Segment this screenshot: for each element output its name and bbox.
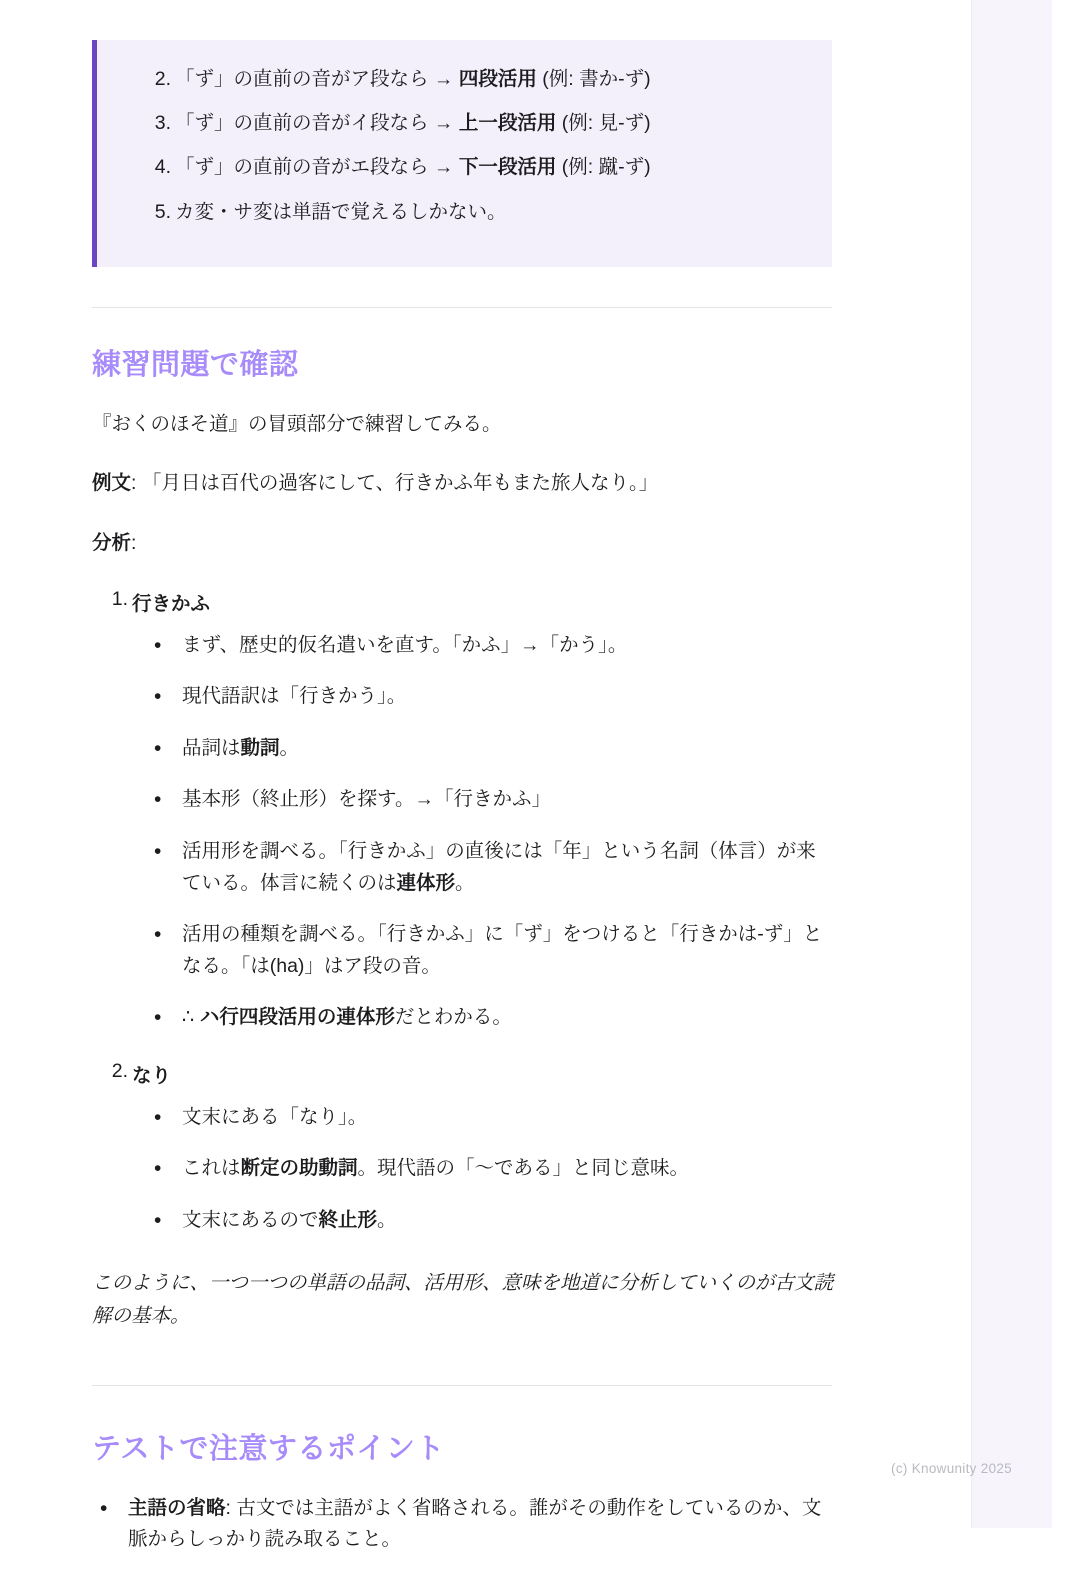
analysis-sub-list — [132, 630, 834, 1034]
rule-item — [154, 64, 806, 94]
analysis-list — [92, 588, 834, 1237]
section-divider-1 — [92, 307, 832, 308]
rule-item-number: 4. — [154, 156, 171, 179]
rule-item-number: 2. — [154, 68, 171, 90]
practice-example: 例文: 「月日は百代の過客にして、行きかふ年もまた旅人なり。」 — [92, 472, 659, 495]
test-point-item: • 主語の省略: 古文では主語がよく省略される。誰がその動作をしているのか、文脈からしっかり読み取ること。 — [100, 1493, 834, 1556]
rule-item-text: カ変・サ変は単語で覚えるしかない。 — [175, 200, 507, 223]
test-points-title: テストで注意するポイント — [92, 1432, 445, 1465]
test-points-list — [92, 1493, 834, 1556]
rules-list — [123, 64, 806, 227]
practice-section-title: 練習問題で確認 — [92, 348, 299, 381]
analysis-sub-item: • ∴ ハ行四段活用の連体形だとわかる。 — [154, 1002, 834, 1034]
analysis-sub-item: • 文末にある「なり」。 — [154, 1102, 834, 1134]
rules-callout — [92, 40, 832, 267]
practice-closing-note: このように、一つ一つの単語の品詞、活用形、意味を地道に分析していくのが古文読解の基本。 — [92, 1272, 834, 1327]
rule-item-number: 3. — [154, 112, 171, 135]
analysis-sub-item: • 基本形（終止形）を探す。→「行きかふ」 — [154, 784, 834, 816]
rule-item — [154, 197, 806, 227]
document-content — [92, 0, 834, 1574]
practice-intro: 『おくのほそ道』の冒頭部分で練習してみる。 — [92, 412, 502, 435]
analysis-item-heading: 行きかふ — [132, 592, 211, 615]
analysis-sub-item: • まず、歴史的仮名遣いを直す。「かふ」→「かう」。 — [154, 630, 834, 662]
section-divider-2 — [92, 1385, 832, 1386]
page-edge-band — [971, 0, 1080, 1528]
analysis-sub-item: • 品詞は動詞。 — [154, 733, 834, 765]
rule-item-number: 5. — [154, 200, 171, 223]
analysis-sub-item: • これは断定の助動詞。現代語の「〜である」と同じ意味。 — [154, 1153, 834, 1185]
analysis-item-number: 2. — [111, 1059, 128, 1082]
rule-item-text: 「ず」の直前の音がエ段なら → 下一段活用 (例: 蹴-ず) — [175, 156, 651, 179]
analysis-sub-item: • 活用の種類を調べる。「行きかふ」に「ず」をつけると「行きかは-ず」となる。「は(ha)」はア段の音。 — [154, 919, 834, 982]
page-edge-band-inner — [1052, 0, 1080, 1528]
analysis-item — [111, 587, 834, 1034]
analysis-sub-list — [132, 1102, 834, 1237]
analysis-sub-item: • 活用形を調べる。「行きかふ」の直後には「年」という名詞（体言）が来ている。体言に続くのは連体形。 — [154, 836, 834, 899]
rule-item — [154, 108, 806, 138]
analysis-sub-item: • 現代語訳は「行きかう」。 — [154, 681, 834, 713]
rule-item-text: 「ず」の直前の音がア段なら → 四段活用 (例: 書か-ず) — [175, 68, 651, 90]
rule-item — [154, 152, 806, 182]
analysis-item-number: 1. — [111, 587, 128, 610]
practice-analysis-label: 分析: — [92, 532, 137, 555]
analysis-item-heading: なり — [132, 1064, 172, 1087]
analysis-item — [111, 1059, 834, 1237]
analysis-sub-item: • 文末にあるので終止形。 — [154, 1205, 834, 1237]
watermark: (c) Knowunity 2025 — [891, 1461, 1012, 1476]
rule-item-text: 「ず」の直前の音がイ段なら → 上一段活用 (例: 見-ず) — [175, 112, 651, 135]
